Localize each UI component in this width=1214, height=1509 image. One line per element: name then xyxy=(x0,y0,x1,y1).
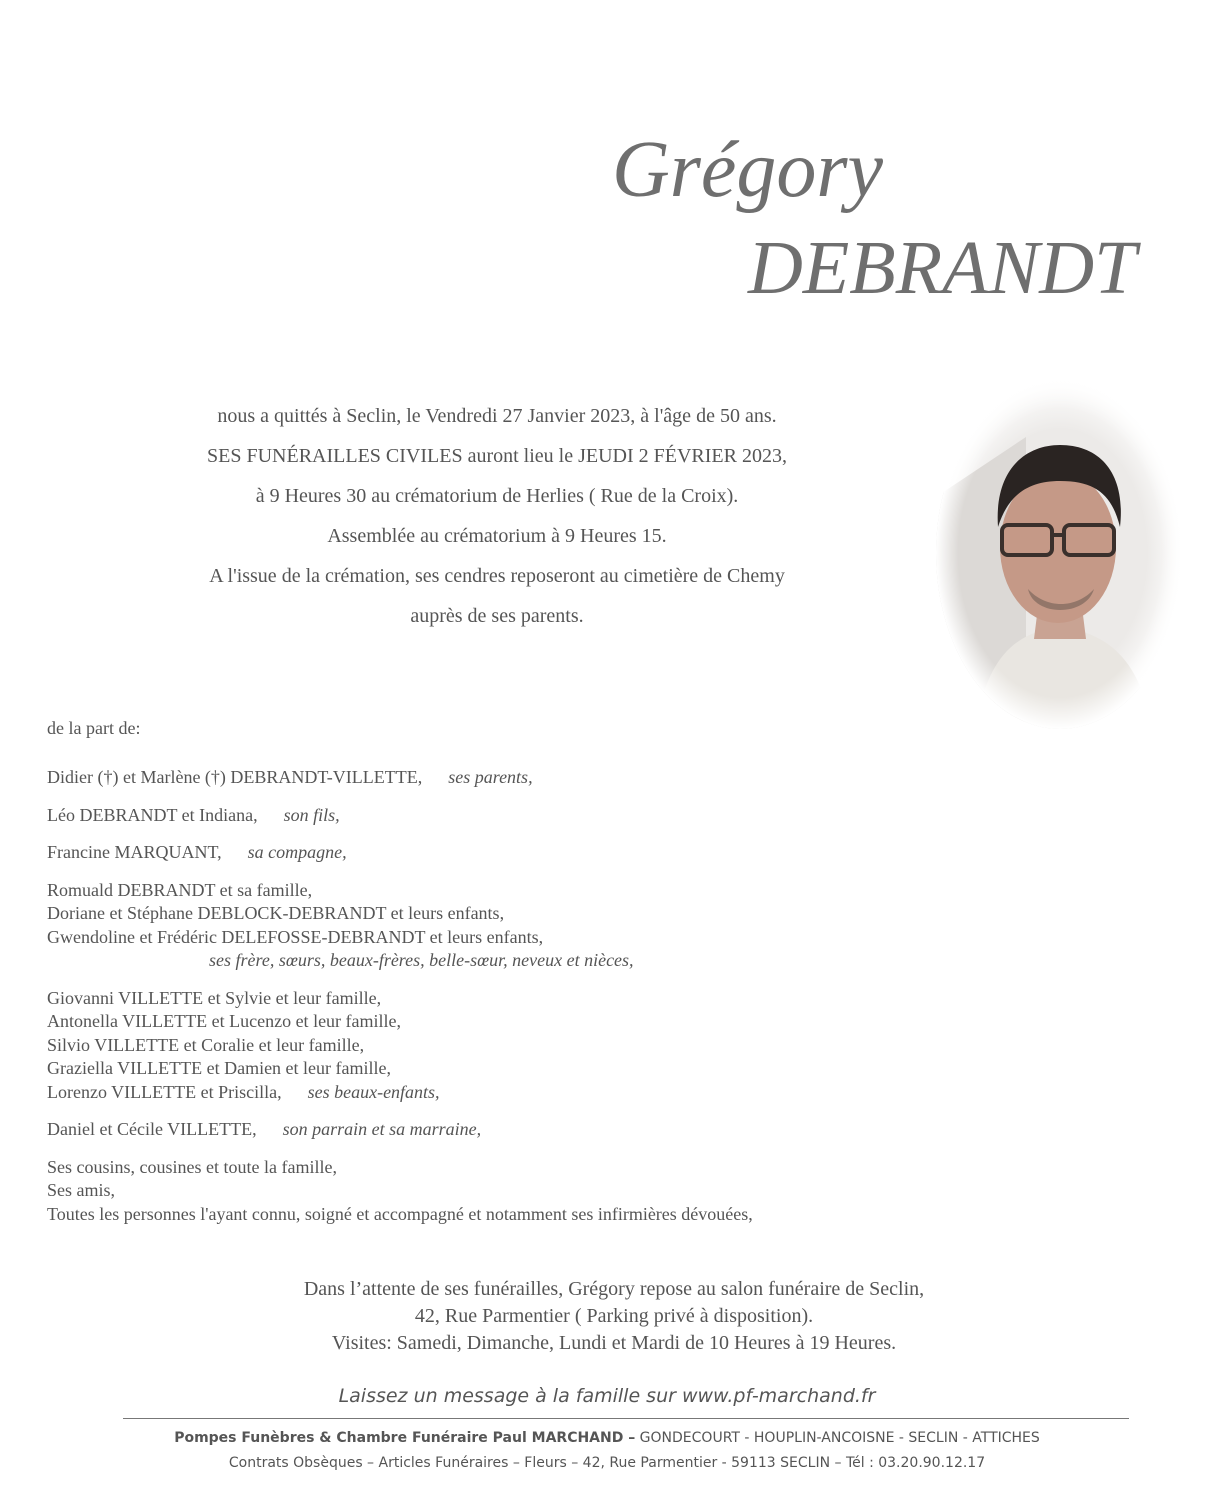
relation-label: son parrain et sa marraine, xyxy=(282,1119,482,1139)
relation-label: son fils, xyxy=(283,804,340,825)
relation-label: ses frère, sœurs, beaux-frères, belle-sœur, neveux et nièces, xyxy=(209,950,634,970)
list-item-others xyxy=(47,1156,947,1227)
family-line: Silvio VILLETTE et Coralie et leur famille, xyxy=(47,1034,365,1055)
condolence-message: Laissez un message à la famille sur www.pf-marchand.fr xyxy=(338,1385,876,1407)
from-label: de la part de: xyxy=(47,718,141,738)
list-item-parents xyxy=(47,766,947,790)
family-names: Daniel et Cécile VILLETTE, xyxy=(47,1119,257,1139)
list-item-siblings xyxy=(47,879,947,973)
footer-services: Contrats Obsèques – Articles Funéraires – Fleurs – 42, Rue Parmentier - 59113 SECLIN – Tél : 03.20.90.12.17 xyxy=(228,1455,986,1471)
portrait-photo xyxy=(936,377,1184,729)
announcement-line: nous a quittés à Seclin, le Vendredi 27 Janvier 2023, à l'âge de 50 ans. xyxy=(217,405,777,427)
portrait-image xyxy=(936,377,1184,729)
list-item-son xyxy=(47,804,947,828)
family-line: Ses amis, xyxy=(47,1180,116,1200)
visitation-line: Visites: Samedi, Dimanche, Lundi et Mardi de 10 Heures à 19 Heures. xyxy=(331,1332,897,1354)
list-item-godparents xyxy=(47,1118,947,1142)
family-line: Toutes les personnes l'ayant connu, soigné et accompagné et notamment ses infirmières dévouées, xyxy=(47,1203,753,1224)
family-line: Giovanni VILLETTE et Sylvie et leur famille, xyxy=(47,987,382,1008)
family-line: Doriane et Stéphane DEBLOCK-DEBRANDT et leurs enfants, xyxy=(47,903,505,923)
family-line: Ses cousins, cousines et toute la famille, xyxy=(47,1156,337,1177)
footer-divider xyxy=(123,1418,1129,1419)
list-item-stepchildren xyxy=(47,987,947,1105)
announcement xyxy=(130,396,864,636)
visitation-line: 42, Rue Parmentier ( Parking privé à disposition). xyxy=(414,1305,814,1327)
first-name: Grégory xyxy=(612,126,884,214)
family-line: Gwendoline et Frédéric DELEFOSSE-DEBRANDT et leurs enfants, xyxy=(47,926,544,947)
footer-company xyxy=(0,1430,1214,1446)
company-name: Pompes Funèbres & Chambre Funéraire Paul MARCHAND – xyxy=(174,1430,636,1446)
family-names: Didier (†) et Marlène (†) DEBRANDT-VILLETTE, xyxy=(47,767,423,787)
relation-label: sa compagne, xyxy=(247,842,347,862)
visitation-info xyxy=(0,1276,1214,1357)
last-name: DEBRANDT xyxy=(748,226,1137,310)
relation-label: ses beaux-enfants, xyxy=(307,1081,440,1102)
family-names: Francine MARQUANT, xyxy=(47,842,222,862)
relation-label: ses parents, xyxy=(448,767,533,787)
family-line: Antonella VILLETTE et Lucenzo et leur famille, xyxy=(47,1011,402,1031)
announcement-line: A l'issue de la crémation, ses cendres reposeront au cimetière de Chemy xyxy=(209,565,785,587)
family-line: Romuald DEBRANDT et sa famille, xyxy=(47,879,313,900)
announcement-line: auprès de ses parents. xyxy=(410,605,584,627)
family-line: Graziella VILLETTE et Damien et leur famille, xyxy=(47,1058,392,1078)
family-list xyxy=(47,766,947,1240)
list-item-partner xyxy=(47,841,947,865)
announcement-line: Assemblée au crématorium à 9 Heures 15. xyxy=(327,525,667,547)
family-names: Léo DEBRANDT et Indiana, xyxy=(47,804,258,825)
company-locations: GONDECOURT - HOUPLIN-ANCOISNE - SECLIN - ATTICHES xyxy=(635,1430,1040,1446)
family-line-last xyxy=(47,1081,947,1105)
announcement-line: SES FUNÉRAILLES CIVILES auront lieu le JEUDI 2 FÉVRIER 2023, xyxy=(207,445,787,467)
visitation-line: Dans l’attente de ses funérailles, Grégory repose au salon funéraire de Seclin, xyxy=(303,1278,925,1300)
family-names: Lorenzo VILLETTE et Priscilla, xyxy=(47,1081,282,1102)
announcement-line: à 9 Heures 30 au crématorium de Herlies ( Rue de la Croix). xyxy=(255,485,739,507)
